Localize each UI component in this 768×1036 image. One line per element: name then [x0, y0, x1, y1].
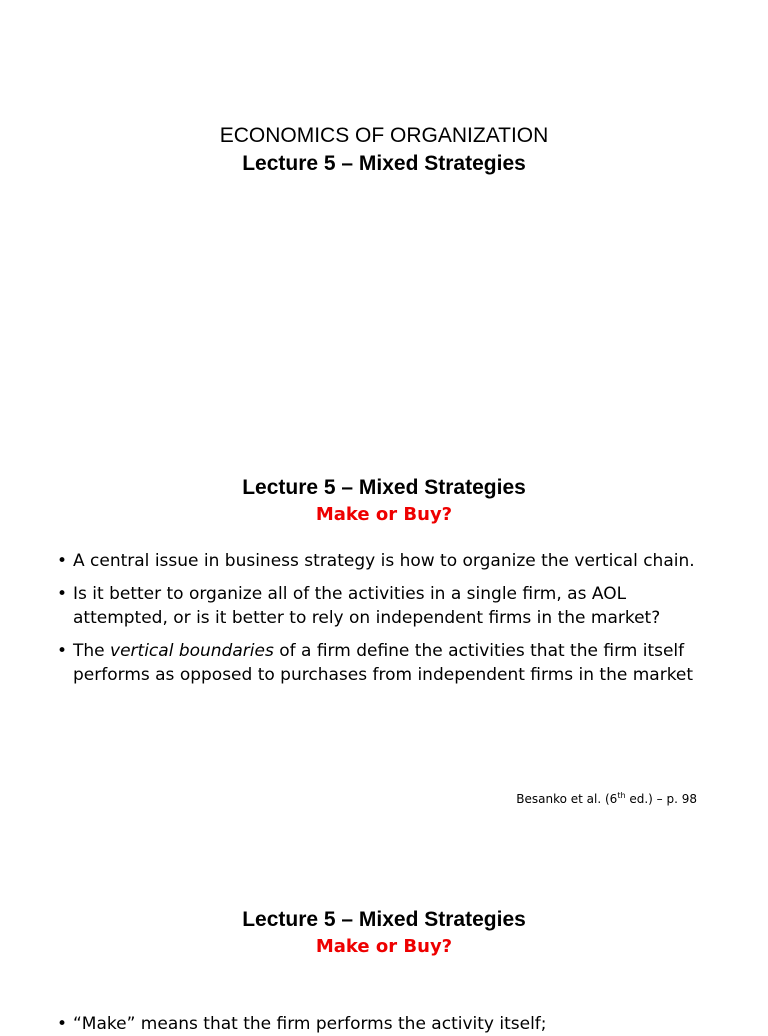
citation-after: ed.) – p. 98: [625, 792, 697, 806]
bullet-text-prefix: The: [73, 641, 111, 661]
bullet-dot: •: [57, 584, 68, 604]
slide-title: Lecture 5 – Mixed Strategies: [242, 476, 526, 499]
bullet-text-suffix: of a firm define the activities that the firm itself performs as opposed to purchases from independent firms in the market: [73, 641, 694, 685]
bullet-dot: •: [57, 551, 68, 571]
lecture-title: Lecture 5 – Mixed Strategies: [242, 152, 526, 175]
bullet-item: [57, 549, 717, 573]
citation-before: Besanko et al. (6: [516, 792, 618, 806]
bullet-dot: •: [57, 641, 68, 661]
bullet-text: Is it better to organize all of the activities in a single firm, as AOL attempted, or is it better to rely on independent firms in the market?: [73, 584, 661, 628]
bullet-text: “Make” means that the firm performs the activity itself;: [73, 1014, 547, 1034]
title-slide: [0, 0, 768, 432]
citation: [516, 791, 697, 807]
partial-bullet: [57, 1012, 733, 1036]
bullet-dot: •: [57, 1014, 68, 1034]
bullet-item: [57, 639, 717, 687]
slide-subtitle: Make or Buy?: [315, 504, 453, 525]
slide-title: Lecture 5 – Mixed Strategies: [242, 908, 526, 931]
slide-subtitle: Make or Buy?: [315, 936, 453, 957]
bullet-emphasis: vertical boundaries: [110, 641, 274, 661]
course-title: ECONOMICS OF ORGANIZATION: [219, 124, 549, 147]
content-slide-make-or-buy: [0, 432, 768, 864]
content-slide-make-or-buy-continued: [0, 864, 768, 1034]
bullet-text: A central issue in business strategy is how to organize the vertical chain.: [73, 551, 695, 571]
citation-superscript: th: [617, 791, 626, 800]
bullet-list: [57, 549, 717, 696]
bullet-item: [57, 582, 717, 630]
